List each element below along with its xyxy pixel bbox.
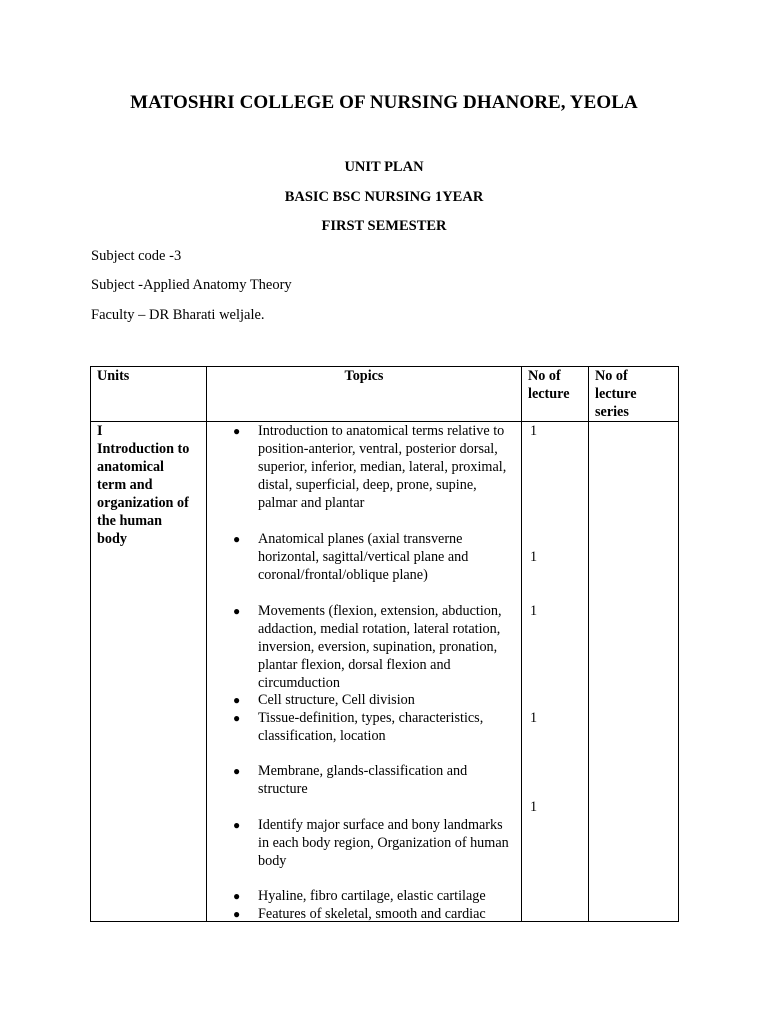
table-header-row — [91, 367, 679, 422]
bullet-icon: ● — [233, 764, 241, 778]
unit-title-line: body — [97, 531, 127, 547]
series-header-line3: series — [595, 404, 629, 420]
lecture-count: 1 — [530, 603, 538, 619]
topic-text: Movements (flexion, extension, abduction, addaction, medial rotation, lateral rotation, inversion, eversion, supination, pronation, plantar flexion, dorsal flexion and circumduction — [258, 603, 502, 691]
topic-text: Identify major surface and bony landmarks in each body region, Organization of human body — [258, 817, 509, 869]
lecture-header-line1: No of — [528, 368, 561, 384]
topics-cell — [207, 422, 522, 922]
units-header-cell — [91, 367, 207, 422]
course-heading: BASIC BSC NURSING 1YEAR — [284, 189, 484, 205]
topic-text: Anatomical planes (axial transverne horizontal, sagittal/vertical plane and coronal/frontal/oblique plane) — [258, 531, 469, 583]
table-row — [91, 422, 679, 922]
unit-title-line: term and — [97, 477, 153, 493]
topic-text: Membrane, glands-classification and structure — [258, 763, 468, 797]
series-header-line2: lecture — [595, 386, 637, 402]
unit-title-line: organization of — [97, 495, 189, 511]
unit-plan-heading: UNIT PLAN — [344, 159, 424, 175]
series-cell — [589, 422, 679, 922]
lecture-count: 1 — [530, 710, 538, 726]
bullet-icon: ● — [233, 693, 241, 707]
lecture-cell — [522, 422, 589, 922]
semester-heading: FIRST SEMESTER — [321, 218, 447, 234]
units-header: Units — [97, 368, 130, 384]
bullet-icon: ● — [233, 424, 241, 438]
topic-text: Features of skeletal, smooth and cardiac — [258, 906, 486, 922]
series-header-line1: No of — [595, 368, 628, 384]
unit-cell — [91, 422, 207, 922]
topic-text: Cell structure, Cell division — [258, 692, 415, 708]
lecture-count: 1 — [530, 423, 538, 439]
subject-name: Subject -Applied Anatomy Theory — [91, 277, 292, 293]
lecture-count: 1 — [530, 549, 538, 565]
series-header-cell — [589, 367, 679, 422]
topics-header-cell — [207, 367, 522, 422]
topic-text: Introduction to anatomical terms relative to position-anterior, ventral, posterior dorsal, superior, inferior, median, lateral, proximal, distal, superficial, deep, prone, supine, palmar and plantar — [258, 423, 507, 511]
bullet-icon: ● — [233, 818, 241, 832]
topics-header: Topics — [344, 368, 384, 384]
lecture-header-cell — [522, 367, 589, 422]
topic-text: Tissue-definition, types, characteristics, classification, location — [258, 710, 484, 744]
bullet-icon: ● — [233, 532, 241, 546]
lecture-header-line2: lecture — [528, 386, 570, 402]
unit-title-line: Introduction to — [97, 441, 190, 457]
lecture-count: 1 — [530, 799, 538, 815]
bullet-icon: ● — [233, 711, 241, 725]
subject-code: Subject code -3 — [91, 248, 182, 264]
topic-text: Hyaline, fibro cartilage, elastic cartilage — [258, 888, 486, 904]
bullet-icon: ● — [233, 907, 241, 921]
bullet-icon: ● — [233, 889, 241, 903]
unit-plan-table — [90, 366, 679, 922]
unit-number: I — [97, 423, 103, 439]
college-title: MATOSHRI COLLEGE OF NURSING DHANORE, YEOLA — [130, 92, 638, 113]
unit-title-line: anatomical — [97, 459, 164, 475]
bullet-icon: ● — [233, 604, 241, 618]
unit-title-line: the human — [97, 513, 163, 529]
faculty-name: Faculty – DR Bharati weljale. — [91, 307, 265, 323]
